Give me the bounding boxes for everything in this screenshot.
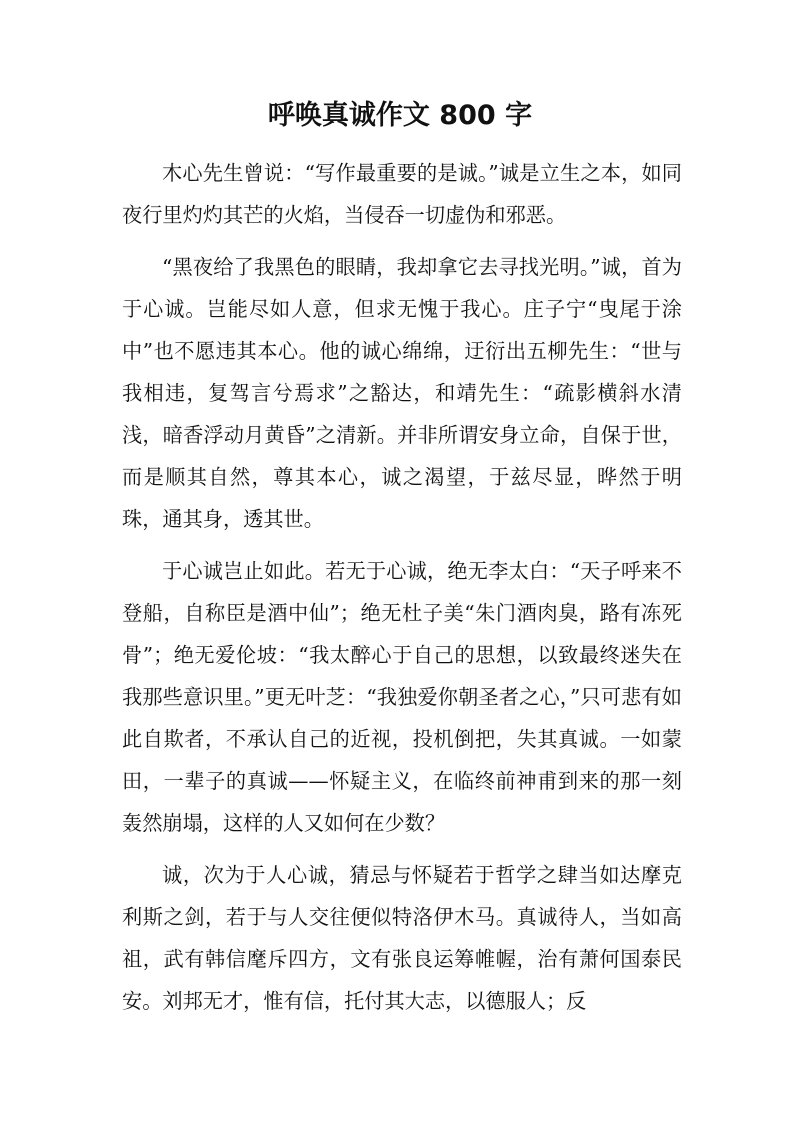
document-title: 呼唤真诚作文 800 字 xyxy=(267,100,533,131)
paragraph-2: “黑夜给了我黑色的眼睛，我却拿它去寻找光明。”诚，首为于心诚。岂能尽如人意，但求无愧于我心。庄子宁“曳尾于涂中”也不愿违其本心。他的诚心绵绵，迂衍出五柳先生：“世与我相违，复驾言兮焉求”之豁达，和靖先生：“疏影横斜水清浅，暗香浮动月黄昏”之清新。并非所谓安身立命，自保于世，而是顺其自然，尊其本心，诚之渴望，于兹尽显，晔然于明珠，通其身，透其世。 xyxy=(122,255,682,531)
paragraph-3: 于心诚岂止如此。若无于心诚，绝无李太白：“天子呼来不登船，自称臣是酒中仙”；绝无杜子美“朱门酒肉臭，路有冻死骨”；绝无爱伦坡：“我太醉心于自己的思想，以致最终迷失在我那些意识里。”更无叶芝：“我独爱你朝圣者之心，”只可悲有如此自欺者，不承认自己的近视，投机倒把，失其真诚。一如蒙田，一辈子的真诚——怀疑主义，在临终前神甫到来的那一刻轰然崩塌，这样的人又如何在少数？ xyxy=(122,559,682,835)
paragraph-1: 木心先生曾说：“写作最重要的是诚。”诚是立生之本，如同夜行里灼灼其芒的火焰，当侵吞一切虚伪和邪恶。 xyxy=(122,161,682,227)
paragraph-4: 诚，次为于人心诚，猜忌与怀疑若于哲学之肆当如达摩克利斯之剑，若于与人交往便似特洛伊木马。真诚待人，当如高祖，武有韩信麾斥四方，文有张良运筹帷幄，治有萧何国泰民安。刘邦无才，惟有信，托付其大志，以德服人；反 xyxy=(122,863,682,1013)
document-body xyxy=(122,152,682,1032)
